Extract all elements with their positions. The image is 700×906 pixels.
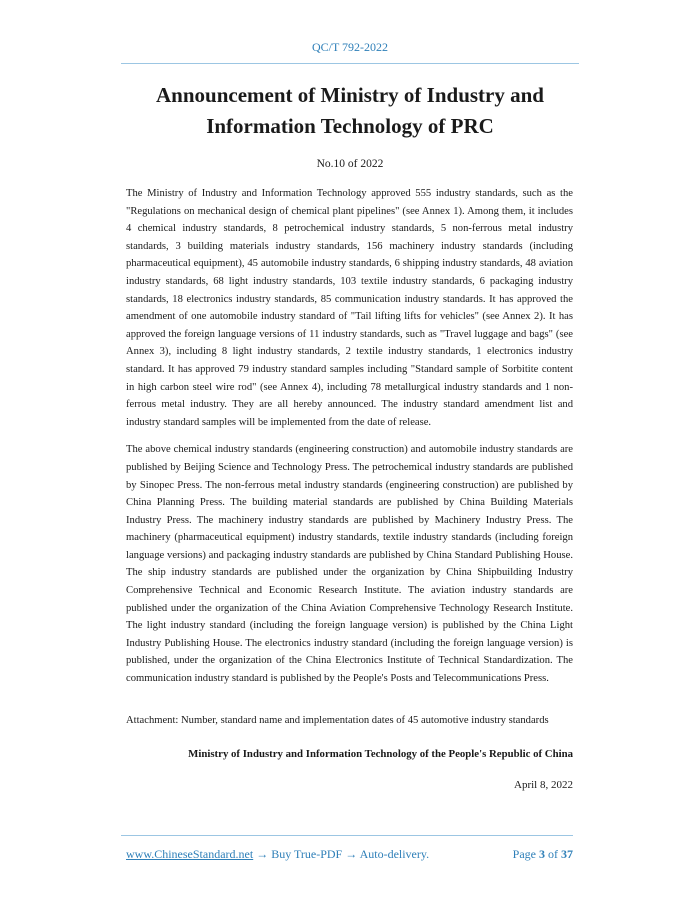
page-of: of bbox=[548, 847, 558, 861]
page-title bbox=[100, 80, 600, 142]
standard-code: QC/T 792-2022 bbox=[311, 40, 389, 54]
body-paragraph-1: The Ministry of Industry and Information Technology approved 555 industry standards, such as the "Regulations on mechanical design of chemical plant pipelines" (see Annex 1). Among them, it includes 4 chemical industry standards, 8 petrochemical industry standards, 5 non-ferrous metal industry standards, 3 building materials industry standards, 156 machinery industry standards (including pharmaceutical equipment), 45 automobile industry standards, 6 shipping industry standards, 48 aviation industry standards, 68 light industry standards, 103 textile industry standards, 6 packaging industry standards, 18 electronics industry standards, 85 communication industry standards. It has approved the amendment of one automobile industry standard of "Tail lifting lifts for vehicles" (see Annex 2). It has approved the foreign language versions of 11 industry standards, such as "Travel luggage and bags" (see Annex 3), including 8 light industry standards, 2 textile industry standards, 1 electronics industry standard. It has approved 79 industry standard samples including "Standard sample of Sorbitite content in high carbon steel wire rod" (see Annex 4), including 78 metallurgical industry standards and 1 non-ferrous metal industry. They are all hereby announced. The industry standard amendment list and industry standard samples will be implemented from the date of release. bbox=[126, 188, 573, 428]
page-label: Page bbox=[512, 847, 536, 861]
header-divider bbox=[121, 63, 579, 64]
issue-date: April 8, 2022 bbox=[514, 779, 573, 791]
page-current: 3 bbox=[539, 847, 545, 861]
body-paragraph-2: The above chemical industry standards (engineering construction) and automobile industry standards are published by Beijing Science and Technology Press. The petrochemical industry standards are published by Sinopec Press. The non-ferrous metal industry standards (engineering construction) are published by China Planning Press. The building material standards are published by China Building Materials Industry Press. The machinery industry standards are published by Machinery Industry Press. The machinery (pharmaceutical equipment) industry standards, textile industry standards (including foreign language versions) and packaging industry standards are published by China Standard Publishing House. The ship industry standards are published under the organization by China Shipbuilding Industry Comprehensive Technical and Economic Research Institute. The aviation industry standards are published under the organization of the China Aviation Comprehensive Technology Research Institute. The light industry standard (including the foreign language version) is published by the China Light Industry Publishing House. The electronics industry standard (including the foreign language version) is published, under the organization of the China Electronics Institute of Technical Standardization. The communication industry standard is published by the People's Posts and Telecommunications Press. bbox=[126, 444, 573, 685]
announcement-body bbox=[126, 185, 573, 698]
page-indicator bbox=[513, 847, 573, 862]
attachment-note: Attachment: Number, standard name and implementation dates of 45 automotive industry standards bbox=[126, 715, 549, 726]
page-total: 37 bbox=[561, 847, 573, 861]
title-line-2: Information Technology of PRC bbox=[206, 114, 494, 138]
title-line-1: Announcement of Ministry of Industry and bbox=[156, 83, 544, 107]
announcement-number: No.10 of 2022 bbox=[316, 158, 384, 170]
footer-left bbox=[126, 847, 429, 862]
footer-divider bbox=[121, 835, 573, 836]
footer-tagline: → Buy True-PDF → Auto-delivery. bbox=[253, 847, 430, 861]
site-link[interactable]: www.ChineseStandard.net bbox=[126, 847, 254, 861]
signatory: Ministry of Industry and Information Technology of the People's Republic of China bbox=[188, 748, 573, 760]
